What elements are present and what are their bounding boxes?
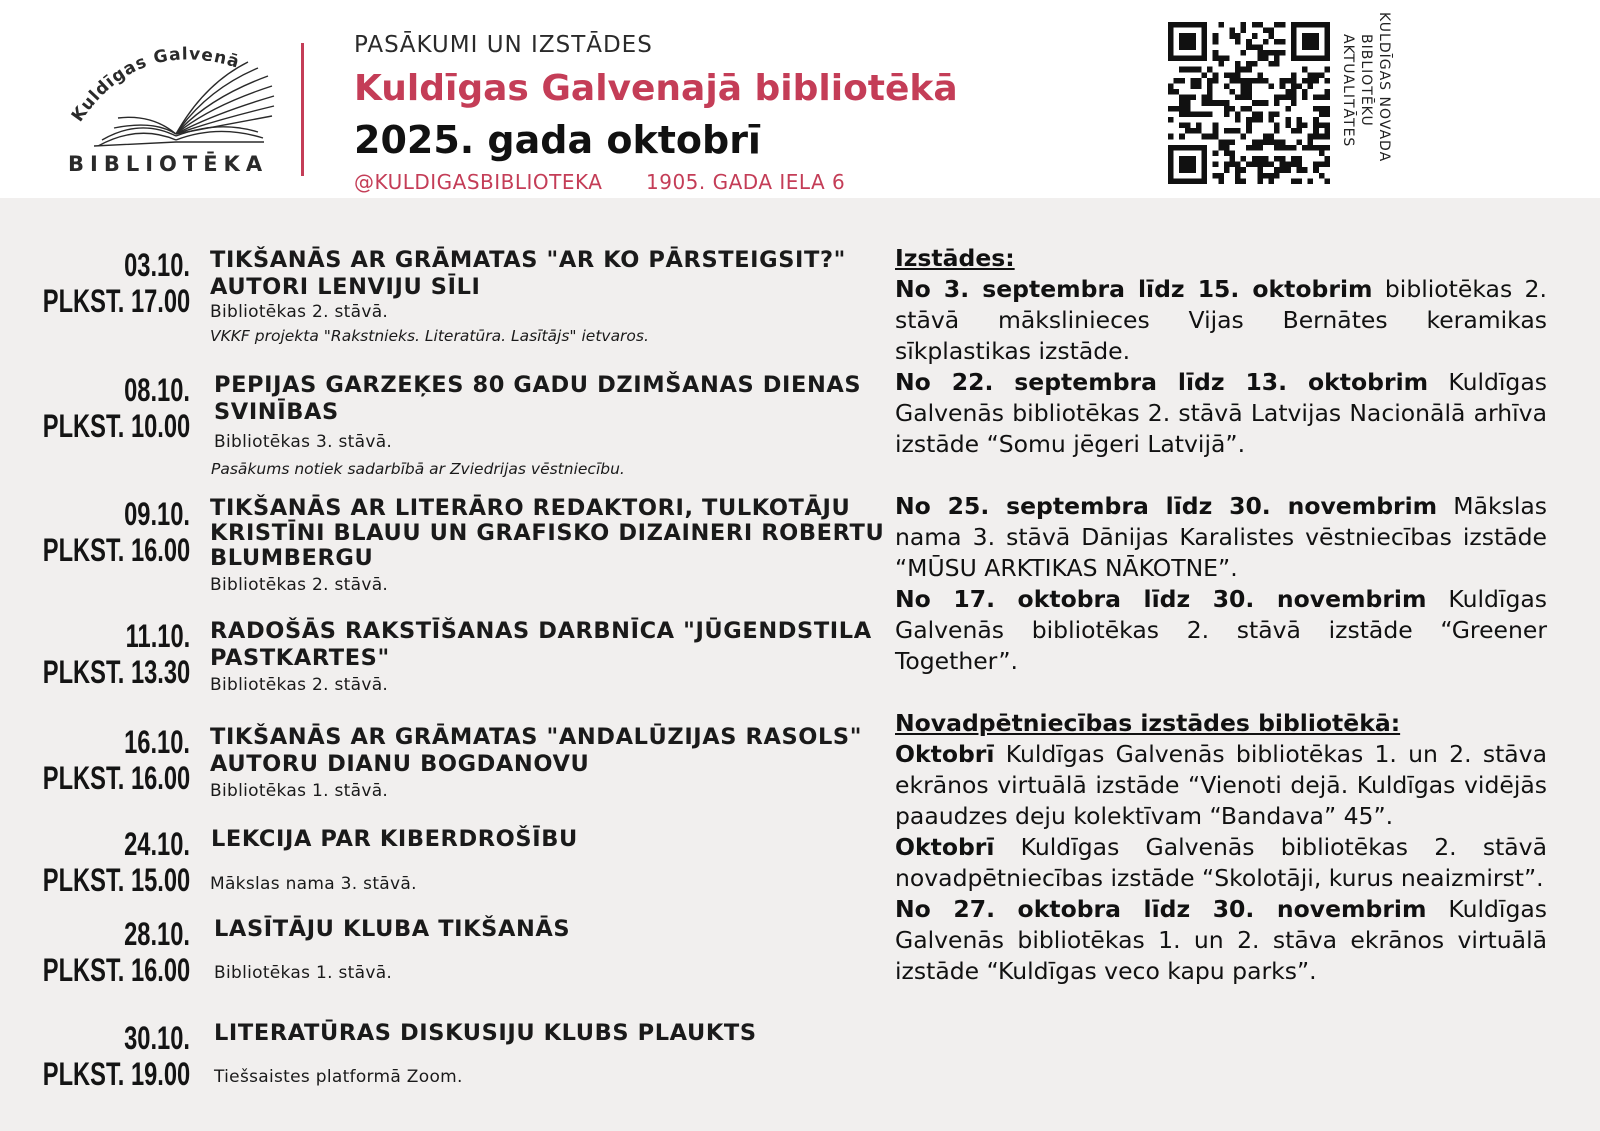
event-place: Mākslas nama 3. stāvā. — [210, 874, 417, 894]
exhibition-item — [895, 491, 1547, 584]
local-history-heading: Novadpētniecības izstādes bibliotēkā: — [895, 709, 1401, 737]
logo-wordmark: BIBLIOTĒKA — [68, 152, 269, 176]
exhibition-item — [895, 739, 1547, 832]
event-title: LASĪTĀJU KLUBA TIKŠANĀS — [214, 916, 571, 942]
event-title: TIKŠANĀS AR GRĀMATAS "AR KO PĀRSTEIGSIT?" AUTORI LENVIJU SĪLI — [210, 247, 846, 300]
event-time: PLKST. 13.30 — [42, 654, 190, 690]
event-date: 09.10. — [124, 496, 190, 532]
event-place: Bibliotēkas 2. stāvā. — [210, 302, 389, 322]
exhibition-text: Kuldīgas Galvenās bibliotēkas 1. un 2. stāva ekrānos virtuālā izstāde “Kuldīgas veco kapu parks”. — [895, 895, 1548, 985]
side-caption-line: KULDĪGAS NOVADA — [1376, 12, 1392, 163]
exhibition-item — [895, 274, 1547, 367]
exhibition-text: Mākslas nama 3. stāvā Dānijas Karalistes vēstniecības izstāde “MŪSU ARKTIKAS NĀKOTNE”. — [895, 492, 1547, 582]
event-title: RADOŠĀS RAKSTĪŠANAS DARBNĪCA "JŪGENDSTILA PASTKARTES" — [210, 618, 872, 671]
header-kicker: PASĀKUMI UN IZSTĀDES — [354, 32, 653, 58]
event-date: 11.10. — [125, 618, 190, 654]
event-place: Bibliotēkas 1. stāvā. — [210, 781, 389, 801]
event-place: Tiešsaistes platformā Zoom. — [214, 1067, 463, 1087]
exhibition-dates: Oktobrī — [895, 833, 995, 861]
exhibition-dates: No 25. septembra līdz 30. novembrim — [895, 492, 1438, 520]
exhibition-text: Kuldīgas Galvenās bibliotēkas 2. stāvā novadpētniecības izstāde “Skolotāji, kurus neaizmirst”. — [895, 833, 1547, 892]
exhibition-dates: No 3. septembra līdz 15. oktobrim — [895, 275, 1373, 303]
event-place: Bibliotēkas 3. stāvā. — [214, 432, 393, 452]
event-title: TIKŠANĀS AR GRĀMATAS "ANDALŪZIJAS RASOLS" AUTORU DIANU BOGDANOVU — [210, 724, 863, 777]
exhibition-text: Kuldīgas Galvenās bibliotēkas 2. stāvā Latvijas Nacionālā arhīva izstāde “Somu jēgeri Latvijā”. — [895, 368, 1547, 458]
event-place: Bibliotēkas 2. stāvā. — [210, 575, 389, 595]
exhibition-dates: Oktobrī — [895, 740, 995, 768]
event-title: TIKŠANĀS AR LITERĀRO REDAKTORI, TULKOTĀJU KRISTĪNI BLAUU UN GRAFISKO DIZAINERI ROBERTU BLUMBERGU — [210, 495, 885, 571]
event-time: PLKST. 16.00 — [42, 760, 190, 796]
event-date: 16.10. — [124, 724, 190, 760]
exhibition-item — [895, 367, 1547, 460]
qr-code-icon[interactable] — [1168, 22, 1330, 184]
event-title: PEPIJAS GARZEĶES 80 GADU DZIMŠANAS DIENAS SVINĪBAS — [214, 372, 862, 425]
exhibition-item — [895, 584, 1547, 677]
exhibition-text: Kuldīgas Galvenās bibliotēkas 2. stāvā izstāde “Greener Together”. — [895, 585, 1548, 675]
event-place: Bibliotēkas 1. stāvā. — [214, 963, 393, 983]
event-date: 30.10. — [124, 1020, 190, 1056]
event-date: 24.10. — [124, 826, 190, 862]
event-time: PLKST. 19.00 — [42, 1056, 190, 1092]
event-time: PLKST. 10.00 — [42, 408, 190, 444]
event-date: 03.10. — [124, 247, 190, 283]
event-date: 28.10. — [124, 916, 190, 952]
event-title: LITERATŪRAS DISKUSIJU KLUBS PLAUKTS — [214, 1020, 757, 1046]
exhibition-item — [895, 894, 1547, 987]
event-date: 08.10. — [124, 372, 190, 408]
header-divider — [301, 43, 304, 176]
event-place: Bibliotēkas 2. stāvā. — [210, 675, 389, 695]
spacer — [895, 677, 1547, 708]
exhibition-dates: No 22. septembra līdz 13. oktobrim — [895, 368, 1429, 396]
social-handle: @KULDIGASBIBLIOTEKA — [354, 170, 603, 194]
event-note: VKKF projekta "Rakstnieks. Literatūra. Lasītājs" ietvaros. — [210, 327, 649, 345]
spacer — [895, 460, 1547, 491]
page-subtitle: 2025. gada oktobrī — [354, 118, 761, 162]
event-time: PLKST. 15.00 — [42, 862, 190, 898]
event-time: PLKST. 16.00 — [42, 952, 190, 988]
exhibition-item — [895, 832, 1547, 894]
page-title: Kuldīgas Galvenajā bibliotēkā — [354, 68, 958, 109]
side-caption — [1336, 12, 1396, 194]
exhibition-dates: No 17. oktobra līdz 30. novembrim — [895, 585, 1427, 613]
exhibitions-panel — [895, 243, 1547, 987]
event-title: LEKCIJA PAR KIBERDROŠĪBU — [211, 826, 578, 852]
exhibitions-heading: Izstādes: — [895, 244, 1015, 272]
exhibition-dates: No 27. oktobra līdz 30. novembrim — [895, 895, 1427, 923]
exhibition-text: Kuldīgas Galvenās bibliotēkas 1. un 2. stāva ekrānos virtuālā izstāde “Vienoti dejā. Kuldīgas vidējās paaudzes deju kolektīvam “Bandava” 45”. — [895, 740, 1547, 830]
event-time: PLKST. 16.00 — [42, 532, 190, 568]
logo-arc-text: Kuldīgas Galvenā — [67, 44, 243, 126]
side-caption-line: BIBLIOTĒKU — [1358, 34, 1374, 127]
address: 1905. GADA IELA 6 — [646, 170, 846, 194]
exhibition-text: bibliotēkas 2. stāvā mākslinieces Vijas Bernātes keramikas sīkplastikas izstāde. — [895, 275, 1547, 365]
side-caption-line: AKTUALITĀTES — [1340, 34, 1356, 148]
library-logo — [58, 28, 288, 188]
event-note: Pasākums notiek sadarbībā ar Zviedrijas vēstniecību. — [211, 460, 625, 478]
header — [0, 0, 1600, 198]
event-time: PLKST. 17.00 — [42, 283, 190, 319]
svg-text:Kuldīgas Galvenā — [68, 44, 242, 125]
